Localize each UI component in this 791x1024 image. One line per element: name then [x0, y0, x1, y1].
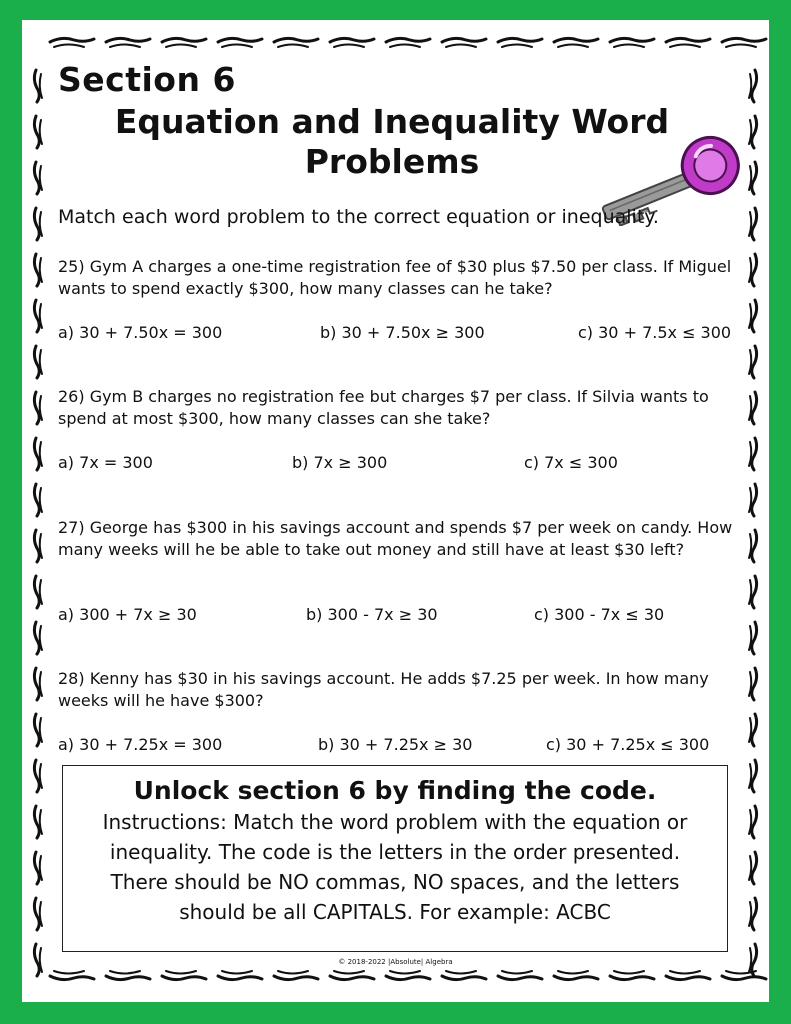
scribble-mark — [749, 304, 751, 328]
scribble-mark — [752, 530, 757, 562]
scribble-mark — [218, 38, 262, 42]
scribble-mark — [34, 898, 39, 930]
scribble-mark — [442, 976, 486, 980]
scribble-mark — [274, 38, 318, 42]
scribble-mark — [502, 45, 532, 48]
problem-26-text: 26) Gym B charges no registration fee but charges $7 per class. If Silvia wants to spend at most $300, how many classes can she take? — [58, 387, 709, 428]
scribble-mark — [34, 162, 39, 194]
scribble-mark — [40, 764, 42, 788]
scribble-mark — [752, 300, 757, 332]
scribble-mark — [749, 488, 751, 512]
unlock-title: Unlock section 6 by finding the code. — [133, 776, 657, 805]
scribble-mark — [40, 626, 42, 650]
option-a: a) 30 + 7.25x = 300 — [58, 735, 223, 754]
scribble-mark — [749, 166, 751, 190]
scribble-mark — [666, 976, 710, 980]
scribble-mark — [752, 484, 757, 516]
scribble-mark — [442, 38, 486, 42]
unlock-box — [62, 765, 728, 952]
option-b: b) 300 - 7x ≥ 30 — [306, 605, 438, 624]
scribble-mark — [40, 856, 42, 880]
scribble-mark — [34, 70, 39, 102]
scribble-mark — [40, 442, 42, 466]
scribble-mark — [752, 852, 757, 884]
scribble-mark — [752, 576, 757, 608]
scribble-mark — [330, 976, 374, 980]
scribble-mark — [749, 626, 751, 650]
scribble-mark — [34, 852, 39, 884]
scribble-mark — [610, 38, 654, 42]
scribble-mark — [274, 976, 318, 980]
scribble-mark — [670, 45, 700, 48]
scribble-mark — [222, 45, 252, 48]
scribble-mark — [749, 212, 751, 236]
scribble-mark — [752, 806, 757, 838]
scribble-mark — [446, 45, 476, 48]
scribble-mark — [106, 38, 150, 42]
scribble-mark — [34, 208, 39, 240]
option-c: c) 30 + 7.25x ≤ 300 — [546, 735, 710, 754]
scribble-mark — [40, 120, 42, 144]
scribble-mark — [166, 971, 196, 974]
scribble-mark — [749, 672, 751, 696]
scribble-mark — [166, 45, 196, 48]
scribble-mark — [40, 350, 42, 374]
scribble-mark — [278, 971, 308, 974]
scribble-mark — [110, 971, 140, 974]
option-a: a) 7x = 300 — [58, 453, 153, 472]
scribble-mark — [558, 971, 588, 974]
scribble-mark — [40, 718, 42, 742]
scribble-mark — [54, 45, 84, 48]
scribble-mark — [390, 971, 420, 974]
scribble-mark — [34, 622, 39, 654]
scribble-mark — [614, 971, 644, 974]
scribble-mark — [34, 116, 39, 148]
scribble-mark — [34, 806, 39, 838]
scribble-mark — [34, 530, 39, 562]
scribble-mark — [752, 714, 757, 746]
scribble-mark — [498, 38, 542, 42]
scribble-mark — [752, 208, 757, 240]
scribble-mark — [749, 74, 751, 98]
scribble-mark — [40, 166, 42, 190]
scribble-mark — [330, 38, 374, 42]
scribble-mark — [670, 971, 700, 974]
option-a: a) 30 + 7.50x = 300 — [58, 323, 223, 342]
scribble-mark — [749, 580, 751, 604]
scribble-mark — [749, 350, 751, 374]
scribble-mark — [666, 38, 710, 42]
scribble-mark — [218, 976, 262, 980]
problem-25-text: 25) Gym A charges a one-time registration fee of $30 plus $7.50 per class. If Miguel wants to spend exactly $300, how many classes can he take? — [58, 257, 732, 298]
scribble-mark — [110, 45, 140, 48]
scribble-mark — [752, 392, 757, 424]
scribble-mark — [334, 45, 364, 48]
scribble-mark — [34, 576, 39, 608]
scribble-mark — [222, 971, 252, 974]
scribble-mark — [34, 438, 39, 470]
scribble-mark — [40, 810, 42, 834]
scribble-mark — [40, 396, 42, 420]
scribble-mark — [752, 254, 757, 286]
option-c: c) 7x ≤ 300 — [524, 453, 618, 472]
copyright: © 2018-2022 |Absolute| Algebra — [338, 958, 453, 966]
scribble-mark — [749, 810, 751, 834]
scribble-mark — [162, 38, 206, 42]
scribble-mark — [554, 976, 598, 980]
problem-28-text: 28) Kenny has $30 in his savings account. He adds $7.25 per week. In how many weeks will he have $300? — [58, 669, 709, 710]
scribble-mark — [726, 45, 756, 48]
scribble-mark — [34, 668, 39, 700]
scribble-mark — [722, 976, 766, 980]
scribble-mark — [40, 304, 42, 328]
scribble-mark — [54, 971, 84, 974]
scribble-mark — [749, 120, 751, 144]
option-c: c) 30 + 7.5x ≤ 300 — [578, 323, 732, 342]
scribble-mark — [749, 396, 751, 420]
scribble-mark — [752, 622, 757, 654]
scribble-mark — [749, 902, 751, 926]
scribble-mark — [50, 976, 94, 980]
scribble-mark — [554, 38, 598, 42]
scribble-mark — [752, 346, 757, 378]
worksheet-page — [22, 20, 769, 1002]
scribble-mark — [40, 488, 42, 512]
scribble-mark — [498, 976, 542, 980]
section-label: Section 6 — [58, 60, 236, 99]
problem-27-text: 27) George has $300 in his savings account and spends $7 per week on candy. How many weeks will he be able to take out money and still have at least $30 left? — [58, 518, 733, 559]
scribble-mark — [749, 856, 751, 880]
scribble-mark — [749, 718, 751, 742]
scribble-mark — [40, 902, 42, 926]
scribble-mark — [749, 442, 751, 466]
option-b: b) 30 + 7.25x ≥ 30 — [318, 735, 473, 754]
scribble-mark — [50, 38, 94, 42]
scribble-mark — [162, 976, 206, 980]
scribble-mark — [34, 760, 39, 792]
scribble-mark — [40, 580, 42, 604]
scribble-mark — [752, 898, 757, 930]
option-c: c) 300 - 7x ≤ 30 — [534, 605, 665, 624]
scribble-mark — [386, 976, 430, 980]
scribble-mark — [749, 258, 751, 282]
scribble-mark — [334, 971, 364, 974]
scribble-mark — [34, 714, 39, 746]
scribble-mark — [614, 45, 644, 48]
unlock-instructions: Instructions: Match the word problem with the equation or inequality. The code is the letters in the order presented. There should be NO commas, NO spaces, and the letters should be all CAPITALS. For example: ACBC — [102, 810, 688, 924]
scribble-mark — [40, 672, 42, 696]
scribble-mark — [390, 45, 420, 48]
scribble-mark — [386, 38, 430, 42]
scribble-mark — [749, 534, 751, 558]
scribble-mark — [752, 668, 757, 700]
scribble-mark — [752, 162, 757, 194]
scribble-mark — [40, 534, 42, 558]
scribble-mark — [722, 38, 766, 42]
scribble-mark — [40, 212, 42, 236]
scribble-mark — [278, 45, 308, 48]
scribble-mark — [40, 258, 42, 282]
scribble-mark — [106, 976, 150, 980]
scribble-mark — [752, 438, 757, 470]
scribble-mark — [610, 976, 654, 980]
scribble-mark — [34, 300, 39, 332]
scribble-mark — [749, 764, 751, 788]
scribble-mark — [34, 484, 39, 516]
scribble-mark — [502, 971, 532, 974]
instructions: Match each word problem to the correct equation or inequality. — [58, 206, 659, 228]
scribble-mark — [34, 346, 39, 378]
scribble-mark — [752, 760, 757, 792]
option-a: a) 300 + 7x ≥ 30 — [58, 605, 197, 624]
scribble-mark — [752, 70, 757, 102]
scribble-mark — [40, 74, 42, 98]
scribble-mark — [34, 392, 39, 424]
page-title: Equation and Inequality Word Problems — [114, 102, 670, 181]
scribble-mark — [558, 45, 588, 48]
scribble-mark — [752, 116, 757, 148]
option-b: b) 30 + 7.50x ≥ 300 — [320, 323, 485, 342]
scribble-mark — [446, 971, 476, 974]
scribble-mark — [34, 254, 39, 286]
option-b: b) 7x ≥ 300 — [292, 453, 388, 472]
